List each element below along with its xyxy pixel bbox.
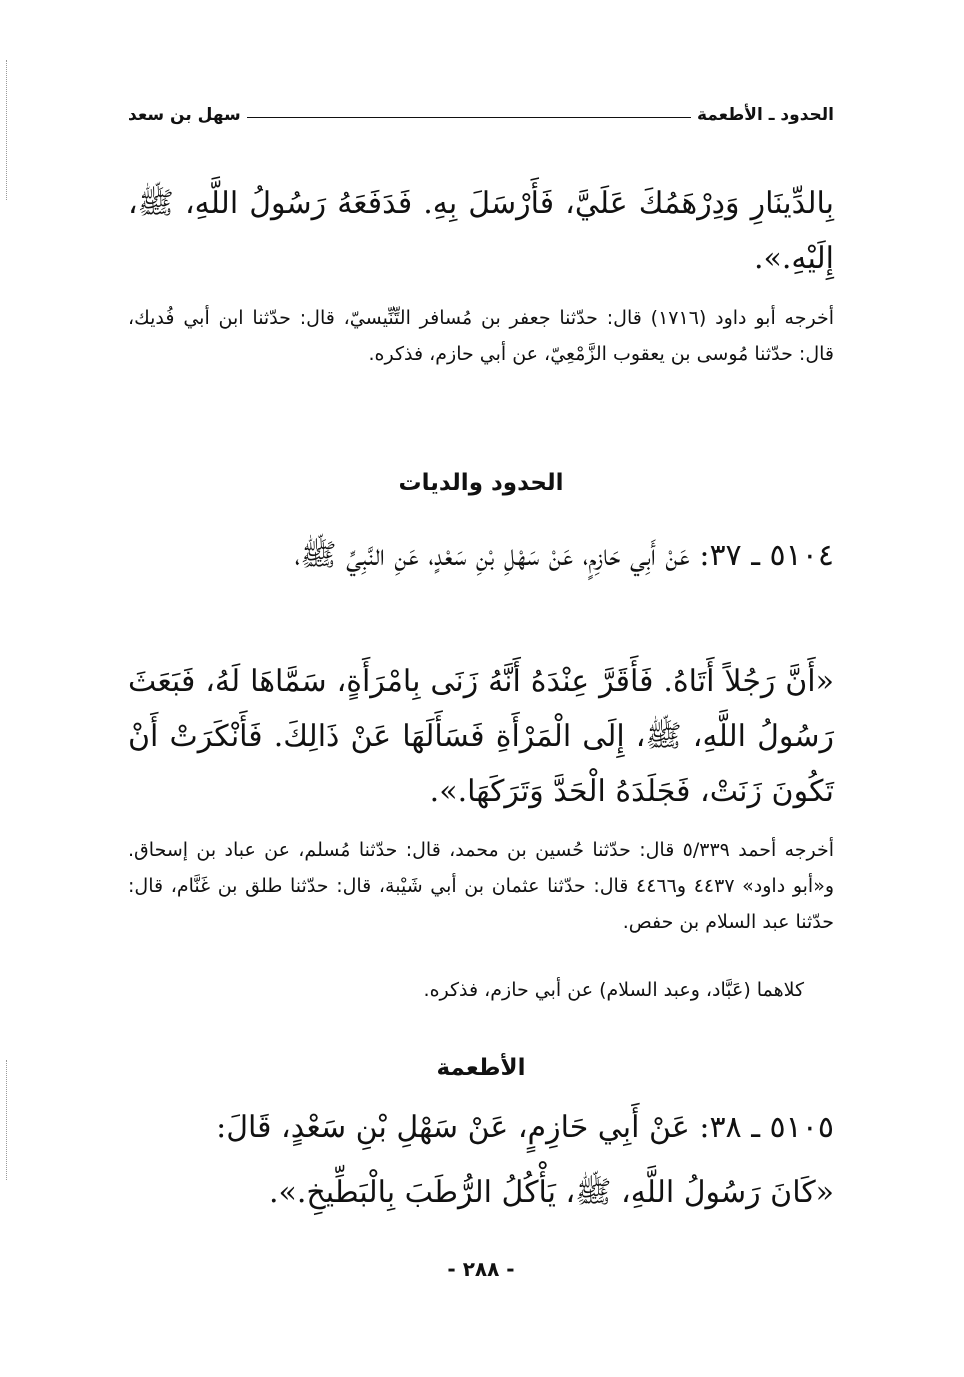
hadith-5104-matn: [128, 654, 834, 819]
hadith-5104-isnad: عَنْ أَبِي حَازِمٍ، عَنْ سَهْلِ بْنِ سَعْدٍ، عَنِ النَّبِيِّ ﷺ،: [294, 538, 690, 573]
takhrij-block-1: [128, 300, 834, 372]
left-margin-marks: [6, 60, 7, 200]
takhrij-block-2: [128, 832, 834, 940]
hadith-5105-matn-text: «كَانَ رَسُولُ اللَّهِ، ﷺ، يَأْكُلُ الرُّطَبَ بِالْبَطِّيخِ.».: [268, 1175, 834, 1210]
left-margin-marks-lower: [6, 1060, 7, 1180]
section-heading-hudud: الحدود والديات: [398, 470, 564, 496]
takhrij-2-note: كلاهما (عَبَّاد، وعبد السلام) عن أبي حازم، فذكره.: [423, 979, 804, 1001]
page-number: - ٢٨٨ -: [447, 1257, 515, 1281]
hadith-continuation: [128, 176, 834, 286]
section-heading-atima: الأطعمة: [436, 1055, 526, 1081]
continuation-text: بِالدِّينَارِ وَدِرْهَمُكَ عَلَيَّ، فَأَرْسَلَ بِهِ. فَدَفَعَهُ رَسُولُ اللَّهِ، ﷺ، إِلَيْهِ.».: [128, 186, 834, 276]
running-header: [128, 100, 834, 130]
header-narrator: سهل بن سعد: [128, 105, 241, 125]
hadith-5105-matn: [128, 1165, 834, 1220]
hadith-5105-isnad: عَنْ أَبِي حَازِمٍ، عَنْ سَهْلِ بْنِ سَعْدٍ، قَالَ:: [216, 1110, 690, 1145]
hadith-5104-matn-text: «أَنَّ رَجُلاً أَتَاهُ. فَأَقَرَّ عِنْدَهُ أَنَّهُ زَنَى بِامْرَأَةٍ، سَمَّاهَا لَهُ، فَبَعَثَ رَسُولُ اللَّهِ، ﷺ، إِلَى الْمَرْأَةِ فَسَأَلَهَا عَنْ ذَالِكَ. فَأَنْكَرَتْ أَنْ تَكُونَ زَنَتْ، فَجَلَدَهُ الْحَدَّ وَتَرَكَهَا.».: [128, 664, 834, 809]
hadith-5105: [128, 1100, 834, 1155]
takhrij-1-text: أخرجه أبو داود (١٧١٦) قال: حدّثنا جعفر بن مُسافر التِّنِّيسيّ، قال: حدّثنا ابن أبي فُديك، قال: حدّثنا مُوسى بن يعقوب الزَّمْعِيّ، عن أبي حازم، فذكره.: [128, 307, 834, 365]
hadith-5104-number: ٥١٠٤ ـ ٣٧:: [699, 538, 834, 573]
hadith-5104: [128, 528, 834, 583]
header-rule: [247, 117, 691, 118]
header-chapter: الحدود ـ الأطعمة: [696, 105, 834, 125]
takhrij-2-text: أخرجه أحمد ٥/٣٣٩ قال: حدّثنا حُسين بن محمد، قال: حدّثنا مُسلم، عن عباد بن إسحاق. و«أبو داود» ٤٤٣٧ و٤٤٦٦ قال: حدّثنا عثمان بن أبي شَيْبة، قال: حدّثنا طلق بن غَنَّام، قال: حدّثنا عبد السلام بن حفص.: [128, 839, 835, 933]
takhrij-block-2-note: [128, 972, 834, 1008]
hadith-5105-number: ٥١٠٥ ـ ٣٨:: [699, 1110, 834, 1145]
